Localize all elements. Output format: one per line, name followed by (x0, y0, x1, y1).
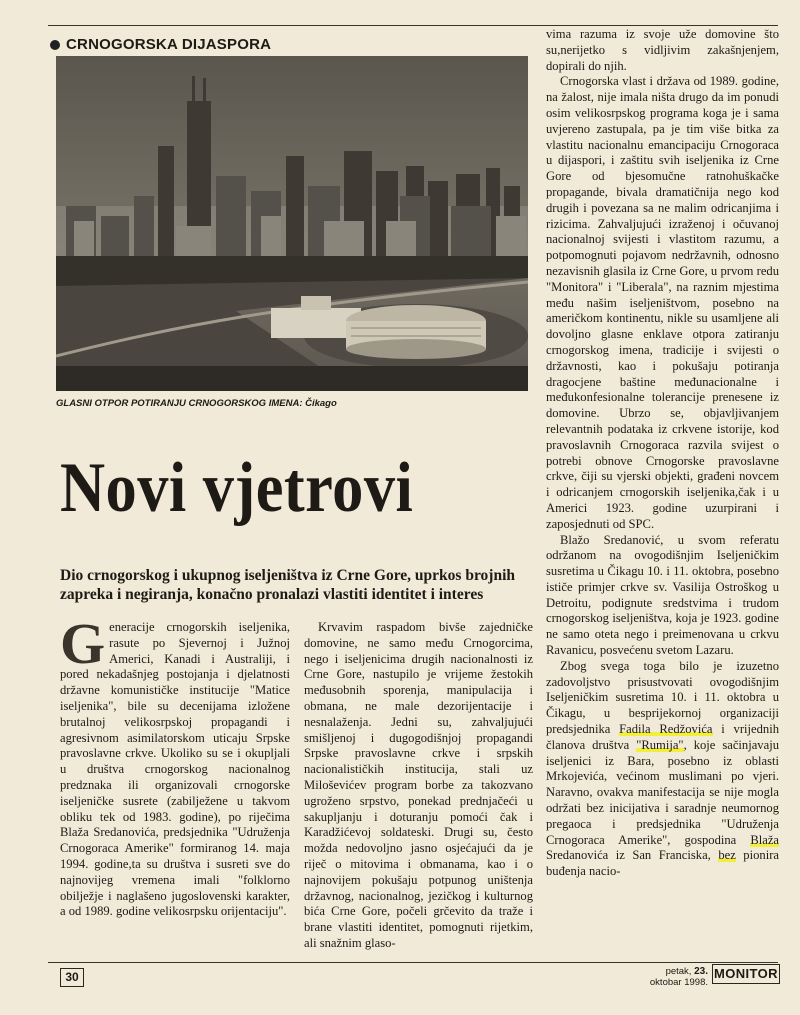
article-column-1 (60, 611, 290, 920)
photo-caption: GLASNI OTPOR POTIRANJU CRNOGORSKOG IMENA: Čikago (56, 398, 337, 409)
highlighted-text: "Rumija" (636, 737, 684, 752)
article-column-3 (546, 27, 779, 880)
date-day: 23. (694, 966, 708, 977)
highlighted-text: Blaža (750, 832, 779, 847)
headline: Novi vjetrovi (60, 449, 414, 527)
drop-cap: G (60, 611, 106, 676)
paragraph-text: Zbog svega toga bilo je izuzetno zadovoljstvo prisustvovati ovogodišnjim Iseljeničkim susretima 10. i 11. oktobra u Čikagu, u besprijekornoj organizaciji predsjednika (546, 658, 779, 737)
paragraph-text: i vrijednih članova društva (546, 722, 779, 752)
paragraph: Blažo Sredanović, u svom referatu održanom na ovogodišnjim Iseljeničkim susretima u Čikagu 10. i 11. oktobra, posebno ističe primjer crkve sv. Vasilija Ostroškog u Detroitu, podignute sredstvima i trudom crnogorskog iseljeništva, koja je 1923. godine ne samo oteta nego i preimenovana u crkvu Ravanicu, posvećenu svetom Lazaru. (546, 532, 779, 658)
bullet-icon (50, 40, 60, 50)
page-number: 30 (60, 968, 84, 987)
paragraph (60, 611, 290, 920)
paragraph (546, 659, 779, 880)
paragraph: vima razuma iz svoje uže domovine što su,nerijetko s vidljivim zakašnjenjem, dopirali do njih. (546, 27, 779, 73)
paragraph-text: pionira buđenja nacio- (546, 848, 779, 879)
date-weekday: petak, (665, 966, 692, 977)
skyline-illustration (56, 56, 528, 391)
paragraph-text: eneracije crnogorskih iseljenika, rasute po Sjevernoj i Južnoj Americi, Kanadi i Australiji, i pored nekadašnjeg postojanja i djelatnosti državne komunističke institucije "Matice iseljenika", bile su decenijama izložene brutalnoj velikosrpskoj propagandi i agresivnom asimilatorskom uticaju Srpske pravoslavne crkve. Ukoliko su se i okupljali u društva crnogorskog nacionalnog predznaka ili organizovali crnogorske iseljeničke susrete (zabilježene u takvom obliku tek od 1983. godine), po riječima Blaža Sredanovića, predsjednika "Udruženja Crnogoraca Amerike" formiranog 14. maja 1994. godine,ta su društva i susreti sve do najnovijeg vremena imali "folklorno obilježje i naglašeno jugoslovenski karakter, a od 1989. godine velikosrpsku orijentaciju". (60, 620, 290, 919)
paragraph: Krvavim raspadom bivše zajedničke domovine, ne samo među Crnogorcima, nego i iseljenicima drugih nacionalnosti iz Crne Gore, nastupilo je vrijeme žestokih međusobnih sporenja, manipulacija i obmana, ne male dezorijentacije i nesnalaženja. Jedni su, zahvaljujući smišljenoj i dugogodišnjoj propagandi Srpske pravoslavne crkve i srpskih nacionalističkih institucija, stali uz Miloševićev program borbe za takozvano ugroženo srpstvo, ponekad prednjačeći u sakupljanju i doturanju pomoći čak i Karadžićevoj soldateski. Drugi su, često možda nedovoljno jasno osjećajući da je riječ o mitovima i obmanama, kao i o najnovijem pokušaju potpunog uništenja državnog, nacionalnog, jezičkog i kulturnog bića Crne Gore, počeli grčevito da traže i brane vlastiti identitet, pomognuti rijetkim, ali snažnim glaso- (304, 620, 533, 950)
highlighted-text: Fadila Redžovića (619, 722, 713, 737)
paragraph-text: , koje sačinjavaju iseljenici iz Bara, posebno iz oblasti Mrkojevića, većinom muslimani po vjeri. Naravno, ovakva manifestacija se nije mogla održati bez inicijativa i saradnje neumornog pregaoca i predsjednika "Udruženja Crnogoraca Amerike", gospodina (546, 737, 779, 847)
article-column-2 (304, 620, 533, 952)
chicago-skyline-photo (56, 56, 528, 391)
magazine-brand: MONITOR (712, 964, 780, 984)
top-rule (48, 25, 778, 26)
date-month-year: oktobar 1998. (649, 977, 708, 988)
section-header (50, 36, 271, 53)
issue-date (614, 966, 708, 988)
paragraph: Crnogorska vlast i država od 1989. godine, na žalost, nije imala ništa drugo da im ponudi osim velikosrpskog programa koga je i sama uvjereno zastupala, pa je tim više bitka za vlastitu nacionalnu emancipaciju Crnogoraca u dijaspori, i zaštitu svih iseljenika iz Crne Gore od bjesomučne ratnohuškačke propagande, bivala dramatičnija nego kod drugih i povezana sa ne malim odricanjima i rizicima. Zahvaljujući izraženoj i očuvanoj nacionalnoj svijesti i vlastitom razumu, a potpomognuti pojavom nedržavnih, odnosno nezavisnih glasila iz Crne Gore, u prvom redu "Monitora" i "Liberala", na raznim mjestima među našim iseljeništvom, posebno na američkom kontinentu, nikle su usamljene ali dovoljno glasne enklave otpora zatiranju crnogorskog imena, tradicije i svijesti o državnosti, kao i pokušaju potiranja dragocjene baštine međunacionalne i međukonfesionalne tolerancije prenesene iz domovine. Ubrzo se, objavljivanjem relevantnih podataka iz crkvene istorije, kod pravoslavnih Crnogoraca razvila svijest o potrebi obnove Crnogorske pravoslavne crkve, čiji su vjerski objekti, građeni novcem i odricanjem crnogorskih iseljenika,čak i u Americi 1923. godine uzurpirani i zaposjednuti od SPC. (546, 74, 779, 531)
highlighted-text: bez (718, 848, 736, 863)
bottom-rule (48, 962, 778, 963)
subheadline: Dio crnogorskog i ukupnog iseljeništva iz Crne Gore, uprkos brojnih zapreka i negiranja, konačno pronalazi vlastiti identitet i interes (60, 567, 516, 603)
paragraph-text: Sredanovića iz San Franciska, (546, 848, 719, 863)
section-title: CRNOGORSKA DIJASPORA (66, 36, 272, 53)
